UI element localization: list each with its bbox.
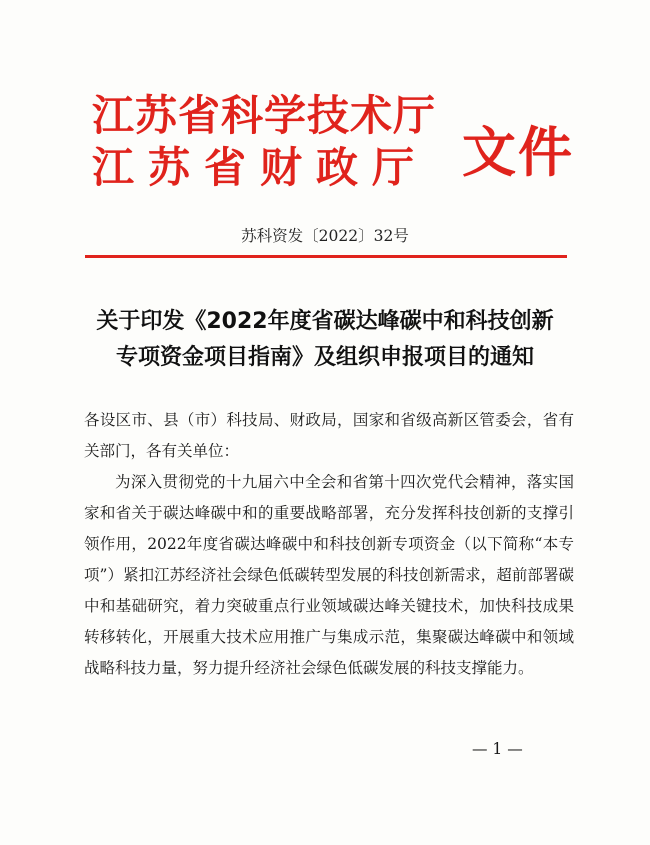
title-line-2: 专项资金项目指南》及组织申报项目的通知 bbox=[115, 345, 534, 370]
issuing-authorities bbox=[92, 92, 452, 192]
document-body bbox=[84, 405, 574, 684]
body-paragraph-1: 为深入贯彻党的十九届六中全会和省第十四次党代会精神，落实国家和省关于碳达峰碳中和的重要战略部署，充分发挥科技创新的支撑引领作用，2022年度省碳达峰碳中和科技创新专项资金（以下简称“本专项”）紧扣江苏经济社会绿色低碳转型发展的科技创新需求，超前部署碳中和基础研究，着力突破重点行业领域碳达峰关键技术，加快科技成果转移转化，开展重大技术应用推广与集成示范，集聚碳达峰碳中和领域战略科技力量，努力提升经济社会绿色低碳发展的科技支撑能力。 bbox=[84, 473, 574, 677]
issuer-finance-department: 江苏省财政厅 bbox=[92, 143, 429, 192]
page-number: — 1 — bbox=[472, 740, 523, 758]
red-separator-line bbox=[85, 255, 567, 258]
title-line-1: 关于印发《2022年度省碳达峰碳中和科技创新 bbox=[96, 309, 554, 334]
issuer-science-technology-department: 江苏省科学技术厅 bbox=[92, 91, 437, 140]
document-label: 文件 bbox=[462, 121, 574, 184]
addressee: 各设区市、县（市）科技局、财政局，国家和省级高新区管委会，省有关部门，各有关单位： bbox=[84, 411, 574, 460]
document-title bbox=[60, 304, 590, 376]
document-number: 苏科资发〔2022〕32号 bbox=[241, 227, 409, 245]
